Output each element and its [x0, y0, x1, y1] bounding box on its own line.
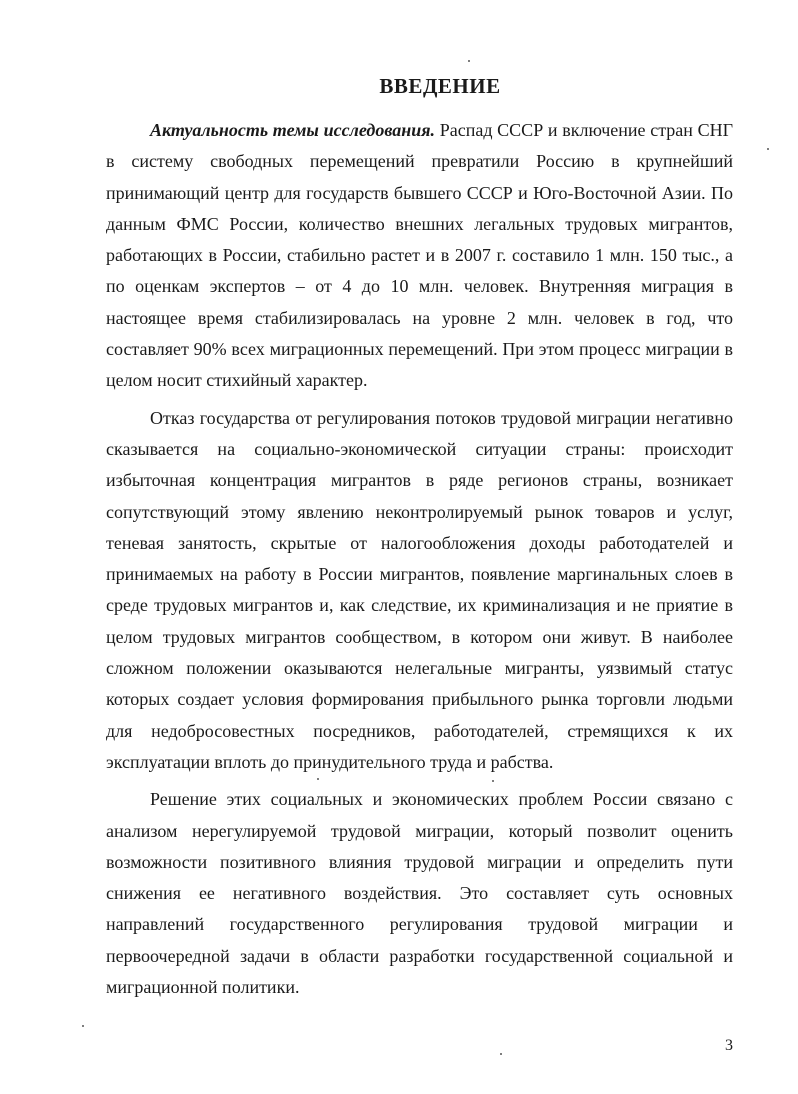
page-title: ВВЕДЕНИЕ — [379, 74, 501, 98]
scan-speck — [767, 148, 769, 150]
paragraph-3-text: Решение этих социальных и экономических проблем России связано с анализом нерегулируемой трудовой миграции, который позволит оценить возможности позитивного влияния трудовой миграции и определить пути снижения ее негативного воздействия. Это составляет суть основных направлений государственного регулирования трудовой миграции и первоочередной задачи в области разработки государственной социальной и миграционной политики. — [106, 789, 733, 998]
scan-speck — [82, 1025, 84, 1027]
paragraph-1 — [106, 115, 733, 397]
paragraph-1-lead: Актуальность темы исследования. — [150, 120, 436, 140]
paragraph-1-text: Распад СССР и включение стран СНГ в систему свободных перемещений превратили Россию в крупнейший принимающий центр для государств бывшего СССР и Юго-Восточной Азии. По данным ФМС России, количество внешних легальных трудовых мигрантов, работающих в России, стабильно растет и в 2007 г. составило 1 млн. 150 тыс., а по оценкам экспертов – от 4 до 10 млн. человек. Внутренняя миграция в настоящее время стабилизировалась на уровне 2 млн. человек в год, что составляет 90% всех миграционных перемещений. При этом процесс миграции в целом носит стихийный характер. — [106, 120, 733, 391]
paragraph-3 — [106, 784, 733, 1003]
body-text — [106, 115, 733, 1009]
paragraph-2 — [106, 403, 733, 779]
page-number: 3 — [725, 1037, 733, 1054]
scan-speck — [317, 778, 319, 780]
scan-speck — [500, 1053, 502, 1055]
scan-speck — [492, 780, 494, 782]
paragraph-2-text: Отказ государства от регулирования потоков трудовой миграции негативно сказывается на социально-экономической ситуации страны: происходит избыточная концентрация мигрантов в ряде регионов страны, возникает сопутствующий этому явлению неконтролируемый рынок товаров и услуг, теневая занятость, скрытые от налогообложения доходы работодателей и принимаемых на работу в России мигрантов, появление маргинальных слоев в среде трудовых мигрантов и, как следствие, их криминализация и не приятие в целом трудовых мигрантов сообществом, в котором они живут. В наиболее сложном положении оказываются нелегальные мигранты, уязвимый статус которых создает условия формирования прибыльного рынка торговли людьми для недобросовестных посредников, работодателей, стремящихся к их эксплуатации вплоть до принудительного труда и рабства. — [106, 407, 733, 772]
scan-speck — [468, 60, 470, 62]
